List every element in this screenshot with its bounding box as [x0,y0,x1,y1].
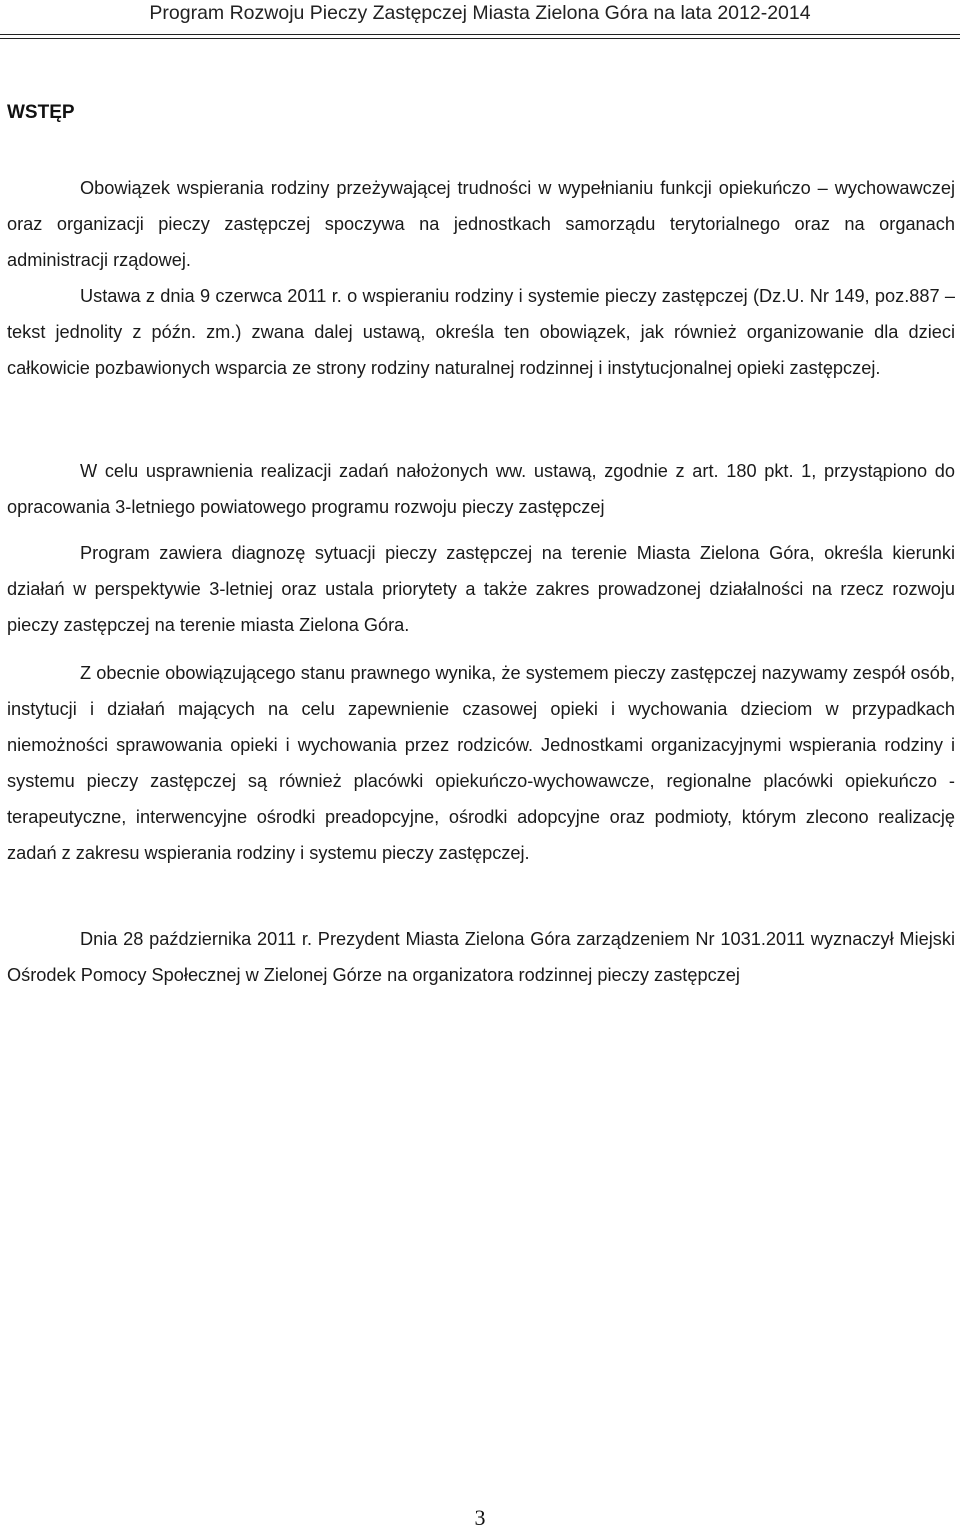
paragraph-5: Z obecnie obowiązującego stanu prawnego wynika, że systemem pieczy zastępczej nazywamy zespół osób, instytucji i działań mających na celu zapewnienie czasowej opieki i wychowania dzieciom w przypadkach niemożności sprawowania opieki i wychowania przez rodziców. Jednostkami organizacyjnymi wspierania rodziny i systemu pieczy zastępczej są również placówki opiekuńczo-wychowawcze, regionalne placówki opiekuńczo -terapeutyczne, interwencyjne ośrodki preadopcyjne, ośrodki adopcyjne oraz podmioty, którym zlecono realizację zadań z zakresu wspierania rodziny i systemu pieczy zastępczej. [7,663,955,863]
paragraph-1: Obowiązek wspierania rodziny przeżywającej trudności w wypełnianiu funkcji opiekuńczo – wychowawczej oraz organizacji pieczy zastępczej spoczywa na jednostkach samorządu terytorialnego oraz na organach administracji rządowej. [7,178,955,270]
paragraph-4: Program zawiera diagnozę sytuacji pieczy zastępczej na terenie Miasta Zielona Góra, określa kierunki działań w perspektywie 3-letniej oraz ustala priorytety a także zakres prowadzonej działalności na rzecz rozwoju pieczy zastępczej na terenie miasta Zielona Góra. [7,543,955,635]
paragraph-3: W celu usprawnienia realizacji zadań nałożonych ww. ustawą, zgodnie z art. 180 pkt. 1, przystąpiono do opracowania 3-letniego powiatowego programu rozwoju pieczy zastępczej [7,461,955,517]
header-rule-top [0,34,960,35]
page-number: 3 [474,1505,486,1530]
section-heading: WSTĘP [7,102,75,123]
paragraph-6: Dnia 28 października 2011 r. Prezydent Miasta Zielona Góra zarządzeniem Nr 1031.2011 wyznaczył Miejski Ośrodek Pomocy Społecznej w Zielonej Górze na organizatora rodzinnej pieczy zastępczej [7,929,955,985]
paragraph-2: Ustawa z dnia 9 czerwca 2011 r. o wspieraniu rodziny i systemie pieczy zastępczej (Dz.U. Nr 149, poz.887 – tekst jednolity z późn. zm.) zwana dalej ustawą, określa ten obowiązek, jak również organizowanie dla dzieci całkowicie pozbawionych wsparcia ze strony rodziny naturalnej rodzinnej i instytucjonalnej opieki zastępczej. [7,286,955,378]
running-header: Program Rozwoju Pieczy Zastępczej Miasta Zielona Góra na lata 2012-2014 [149,2,811,24]
header-rule-bottom [0,38,960,39]
